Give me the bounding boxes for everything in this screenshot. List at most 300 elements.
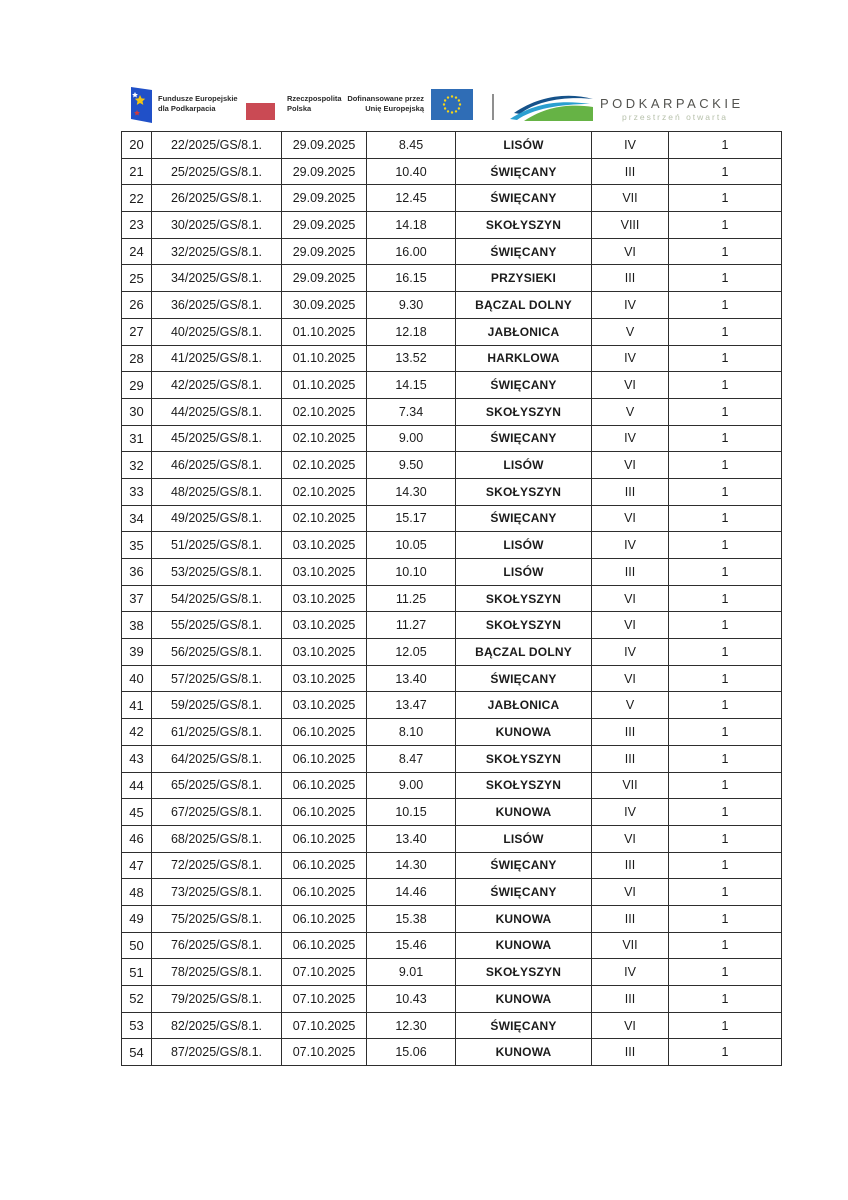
cell-ordinal: 26 xyxy=(122,292,152,319)
cell-case-number: 75/2025/GS/8.1. xyxy=(152,905,282,932)
cell-district: VI xyxy=(592,238,669,265)
cell-place: LISÓW xyxy=(456,825,592,852)
cell-place: KUNOWA xyxy=(456,986,592,1013)
cell-count: 1 xyxy=(669,852,782,879)
cell-date: 02.10.2025 xyxy=(282,505,367,532)
cell-place: ŚWIĘCANY xyxy=(456,505,592,532)
cell-district: VI xyxy=(592,372,669,399)
cell-date: 07.10.2025 xyxy=(282,986,367,1013)
cell-time: 8.45 xyxy=(367,132,456,159)
cell-ordinal: 39 xyxy=(122,639,152,666)
cell-case-number: 67/2025/GS/8.1. xyxy=(152,799,282,826)
podkarpackie-wordmark xyxy=(600,96,750,122)
cell-date: 02.10.2025 xyxy=(282,452,367,479)
cell-date: 29.09.2025 xyxy=(282,185,367,212)
cell-count: 1 xyxy=(669,292,782,319)
cell-ordinal: 30 xyxy=(122,398,152,425)
table-row xyxy=(122,158,782,185)
fe-line1: Fundusze Europejskie xyxy=(158,94,238,103)
cell-case-number: 32/2025/GS/8.1. xyxy=(152,238,282,265)
cell-time: 12.30 xyxy=(367,1012,456,1039)
cell-time: 9.00 xyxy=(367,772,456,799)
cell-place: ŚWIĘCANY xyxy=(456,425,592,452)
cell-time: 8.10 xyxy=(367,719,456,746)
cell-time: 9.30 xyxy=(367,292,456,319)
cell-date: 01.10.2025 xyxy=(282,372,367,399)
cell-place: ŚWIĘCANY xyxy=(456,852,592,879)
cell-date: 03.10.2025 xyxy=(282,692,367,719)
cell-date: 06.10.2025 xyxy=(282,799,367,826)
table-row xyxy=(122,185,782,212)
cell-time: 9.50 xyxy=(367,452,456,479)
cell-district: VI xyxy=(592,505,669,532)
cell-place: KUNOWA xyxy=(456,1039,592,1066)
cell-time: 15.38 xyxy=(367,905,456,932)
cell-date: 06.10.2025 xyxy=(282,905,367,932)
cell-count: 1 xyxy=(669,452,782,479)
cell-place: KUNOWA xyxy=(456,719,592,746)
cell-count: 1 xyxy=(669,532,782,559)
cell-ordinal: 44 xyxy=(122,772,152,799)
cell-place: SKOŁYSZYN xyxy=(456,478,592,505)
cell-case-number: 25/2025/GS/8.1. xyxy=(152,158,282,185)
cell-time: 10.15 xyxy=(367,799,456,826)
cell-case-number: 61/2025/GS/8.1. xyxy=(152,719,282,746)
cell-case-number: 59/2025/GS/8.1. xyxy=(152,692,282,719)
pl-line2: Polska xyxy=(287,104,312,114)
cell-ordinal: 45 xyxy=(122,799,152,826)
table-row xyxy=(122,1039,782,1066)
table-row xyxy=(122,772,782,799)
cell-time: 9.00 xyxy=(367,425,456,452)
cell-case-number: 73/2025/GS/8.1. xyxy=(152,879,282,906)
podkarpackie-subtitle: przestrzeń otwarta xyxy=(622,112,728,122)
cell-case-number: 46/2025/GS/8.1. xyxy=(152,452,282,479)
cell-case-number: 49/2025/GS/8.1. xyxy=(152,505,282,532)
cell-case-number: 78/2025/GS/8.1. xyxy=(152,959,282,986)
cell-time: 15.46 xyxy=(367,932,456,959)
cell-district: VI xyxy=(592,585,669,612)
cell-time: 12.45 xyxy=(367,185,456,212)
cell-case-number: 82/2025/GS/8.1. xyxy=(152,1012,282,1039)
cell-place: BĄCZAL DOLNY xyxy=(456,292,592,319)
cell-ordinal: 23 xyxy=(122,212,152,239)
table-row xyxy=(122,292,782,319)
cell-ordinal: 29 xyxy=(122,372,152,399)
cell-district: V xyxy=(592,318,669,345)
cell-count: 1 xyxy=(669,212,782,239)
fe-line2: dla Podkarpacia xyxy=(158,104,216,114)
cell-date: 07.10.2025 xyxy=(282,1039,367,1066)
cell-district: III xyxy=(592,905,669,932)
cell-date: 29.09.2025 xyxy=(282,158,367,185)
cell-place: HARKLOWA xyxy=(456,345,592,372)
cell-count: 1 xyxy=(669,986,782,1013)
schedule-table xyxy=(121,131,782,1066)
cell-count: 1 xyxy=(669,745,782,772)
table-row xyxy=(122,959,782,986)
cell-date: 29.09.2025 xyxy=(282,265,367,292)
cell-case-number: 68/2025/GS/8.1. xyxy=(152,825,282,852)
table-row xyxy=(122,639,782,666)
cell-count: 1 xyxy=(669,158,782,185)
cell-count: 1 xyxy=(669,559,782,586)
cell-ordinal: 49 xyxy=(122,905,152,932)
cell-time: 16.00 xyxy=(367,238,456,265)
cell-district: IV xyxy=(592,292,669,319)
cell-count: 1 xyxy=(669,879,782,906)
cell-time: 8.47 xyxy=(367,745,456,772)
cell-case-number: 76/2025/GS/8.1. xyxy=(152,932,282,959)
table-row xyxy=(122,612,782,639)
cell-count: 1 xyxy=(669,238,782,265)
cell-ordinal: 51 xyxy=(122,959,152,986)
table-row xyxy=(122,318,782,345)
cell-date: 06.10.2025 xyxy=(282,719,367,746)
cell-ordinal: 35 xyxy=(122,532,152,559)
cell-place: SKOŁYSZYN xyxy=(456,612,592,639)
cell-count: 1 xyxy=(669,345,782,372)
cell-count: 1 xyxy=(669,585,782,612)
cell-count: 1 xyxy=(669,1012,782,1039)
table-row xyxy=(122,505,782,532)
cell-case-number: 87/2025/GS/8.1. xyxy=(152,1039,282,1066)
cell-case-number: 51/2025/GS/8.1. xyxy=(152,532,282,559)
cell-date: 01.10.2025 xyxy=(282,345,367,372)
cell-count: 1 xyxy=(669,905,782,932)
cell-place: ŚWIĘCANY xyxy=(456,158,592,185)
cell-case-number: 64/2025/GS/8.1. xyxy=(152,745,282,772)
cell-district: IV xyxy=(592,532,669,559)
cell-district: V xyxy=(592,692,669,719)
cell-time: 10.10 xyxy=(367,559,456,586)
cell-district: VI xyxy=(592,452,669,479)
cell-time: 10.43 xyxy=(367,986,456,1013)
cell-ordinal: 42 xyxy=(122,719,152,746)
cell-district: VIII xyxy=(592,212,669,239)
cell-time: 10.05 xyxy=(367,532,456,559)
cell-district: III xyxy=(592,559,669,586)
eu-funding-label xyxy=(346,94,424,114)
fundusze-europejskie-label xyxy=(158,94,238,114)
cell-time: 15.17 xyxy=(367,505,456,532)
cell-district: III xyxy=(592,265,669,292)
cell-case-number: 40/2025/GS/8.1. xyxy=(152,318,282,345)
cell-count: 1 xyxy=(669,799,782,826)
cell-case-number: 54/2025/GS/8.1. xyxy=(152,585,282,612)
cell-place: ŚWIĘCANY xyxy=(456,372,592,399)
cell-count: 1 xyxy=(669,772,782,799)
cell-place: PRZYSIEKI xyxy=(456,265,592,292)
cell-ordinal: 20 xyxy=(122,132,152,159)
cell-district: VI xyxy=(592,665,669,692)
cell-district: VI xyxy=(592,612,669,639)
cell-place: LISÓW xyxy=(456,559,592,586)
cell-case-number: 45/2025/GS/8.1. xyxy=(152,425,282,452)
cell-date: 30.09.2025 xyxy=(282,292,367,319)
cell-place: ŚWIĘCANY xyxy=(456,185,592,212)
cell-ordinal: 24 xyxy=(122,238,152,265)
table-row xyxy=(122,398,782,425)
cell-district: VI xyxy=(592,1012,669,1039)
cell-date: 06.10.2025 xyxy=(282,852,367,879)
cell-case-number: 44/2025/GS/8.1. xyxy=(152,398,282,425)
cell-place: SKOŁYSZYN xyxy=(456,212,592,239)
cell-time: 12.18 xyxy=(367,318,456,345)
cell-count: 1 xyxy=(669,665,782,692)
cell-district: III xyxy=(592,986,669,1013)
cell-place: ŚWIĘCANY xyxy=(456,665,592,692)
cell-count: 1 xyxy=(669,425,782,452)
table-row xyxy=(122,879,782,906)
cell-date: 06.10.2025 xyxy=(282,772,367,799)
table-row xyxy=(122,585,782,612)
cell-count: 1 xyxy=(669,132,782,159)
cell-ordinal: 36 xyxy=(122,559,152,586)
cell-case-number: 53/2025/GS/8.1. xyxy=(152,559,282,586)
cell-date: 03.10.2025 xyxy=(282,665,367,692)
cell-district: III xyxy=(592,852,669,879)
cell-place: KUNOWA xyxy=(456,932,592,959)
cell-date: 07.10.2025 xyxy=(282,959,367,986)
cell-date: 06.10.2025 xyxy=(282,745,367,772)
table-row xyxy=(122,665,782,692)
cell-ordinal: 54 xyxy=(122,1039,152,1066)
cell-case-number: 41/2025/GS/8.1. xyxy=(152,345,282,372)
cell-place: KUNOWA xyxy=(456,799,592,826)
cell-case-number: 79/2025/GS/8.1. xyxy=(152,986,282,1013)
cell-place: SKOŁYSZYN xyxy=(456,745,592,772)
table-row xyxy=(122,986,782,1013)
cell-count: 1 xyxy=(669,505,782,532)
cell-date: 01.10.2025 xyxy=(282,318,367,345)
cell-date: 03.10.2025 xyxy=(282,585,367,612)
table-row xyxy=(122,932,782,959)
podkarpackie-title: PODKARPACKIE xyxy=(600,96,744,111)
cell-case-number: 34/2025/GS/8.1. xyxy=(152,265,282,292)
cell-time: 7.34 xyxy=(367,398,456,425)
cell-count: 1 xyxy=(669,478,782,505)
table-row xyxy=(122,799,782,826)
cell-ordinal: 53 xyxy=(122,1012,152,1039)
cell-count: 1 xyxy=(669,1039,782,1066)
cell-time: 11.27 xyxy=(367,612,456,639)
cell-ordinal: 27 xyxy=(122,318,152,345)
table-row xyxy=(122,825,782,852)
cell-date: 02.10.2025 xyxy=(282,425,367,452)
cell-district: VI xyxy=(592,879,669,906)
cell-district: III xyxy=(592,745,669,772)
cell-place: LISÓW xyxy=(456,132,592,159)
cell-count: 1 xyxy=(669,692,782,719)
cell-date: 06.10.2025 xyxy=(282,932,367,959)
cell-district: IV xyxy=(592,959,669,986)
pl-line1: Rzeczpospolita xyxy=(287,94,342,103)
cell-place: JABŁONICA xyxy=(456,318,592,345)
cell-district: V xyxy=(592,398,669,425)
cell-ordinal: 21 xyxy=(122,158,152,185)
cell-time: 14.15 xyxy=(367,372,456,399)
cell-date: 03.10.2025 xyxy=(282,639,367,666)
cell-district: VII xyxy=(592,932,669,959)
cell-count: 1 xyxy=(669,398,782,425)
eu-line1: Dofinansowane przez xyxy=(347,94,424,103)
cell-case-number: 65/2025/GS/8.1. xyxy=(152,772,282,799)
cell-count: 1 xyxy=(669,825,782,852)
cell-ordinal: 38 xyxy=(122,612,152,639)
cell-ordinal: 48 xyxy=(122,879,152,906)
cell-ordinal: 32 xyxy=(122,452,152,479)
cell-ordinal: 46 xyxy=(122,825,152,852)
cell-place: SKOŁYSZYN xyxy=(456,959,592,986)
table-row xyxy=(122,452,782,479)
cell-ordinal: 43 xyxy=(122,745,152,772)
cell-district: IV xyxy=(592,639,669,666)
cell-date: 03.10.2025 xyxy=(282,532,367,559)
cell-case-number: 22/2025/GS/8.1. xyxy=(152,132,282,159)
cell-date: 06.10.2025 xyxy=(282,825,367,852)
poland-flag-icon xyxy=(246,86,275,120)
cell-ordinal: 40 xyxy=(122,665,152,692)
table-row xyxy=(122,425,782,452)
cell-date: 06.10.2025 xyxy=(282,879,367,906)
table-row xyxy=(122,905,782,932)
table-row xyxy=(122,852,782,879)
cell-time: 13.52 xyxy=(367,345,456,372)
table-row xyxy=(122,692,782,719)
cell-count: 1 xyxy=(669,932,782,959)
cell-place: ŚWIĘCANY xyxy=(456,1012,592,1039)
cell-place: BĄCZAL DOLNY xyxy=(456,639,592,666)
cell-place: SKOŁYSZYN xyxy=(456,585,592,612)
cell-district: VI xyxy=(592,825,669,852)
cell-time: 14.18 xyxy=(367,212,456,239)
cell-case-number: 42/2025/GS/8.1. xyxy=(152,372,282,399)
cell-ordinal: 34 xyxy=(122,505,152,532)
fundusze-europejskie-flag-icon xyxy=(128,86,154,124)
cell-place: LISÓW xyxy=(456,452,592,479)
table-row xyxy=(122,1012,782,1039)
table-row xyxy=(122,212,782,239)
cell-district: VII xyxy=(592,772,669,799)
cell-date: 07.10.2025 xyxy=(282,1012,367,1039)
cell-ordinal: 22 xyxy=(122,185,152,212)
cell-ordinal: 31 xyxy=(122,425,152,452)
table-row xyxy=(122,478,782,505)
cell-date: 29.09.2025 xyxy=(282,132,367,159)
cell-ordinal: 41 xyxy=(122,692,152,719)
cell-district: III xyxy=(592,1039,669,1066)
table-row xyxy=(122,238,782,265)
cell-date: 02.10.2025 xyxy=(282,398,367,425)
cell-case-number: 36/2025/GS/8.1. xyxy=(152,292,282,319)
cell-count: 1 xyxy=(669,372,782,399)
eu-flag-icon xyxy=(431,89,473,120)
cell-count: 1 xyxy=(669,265,782,292)
cell-case-number: 57/2025/GS/8.1. xyxy=(152,665,282,692)
cell-ordinal: 37 xyxy=(122,585,152,612)
table-row xyxy=(122,132,782,159)
cell-place: ŚWIĘCANY xyxy=(456,238,592,265)
cell-district: III xyxy=(592,478,669,505)
cell-date: 03.10.2025 xyxy=(282,612,367,639)
cell-district: VII xyxy=(592,185,669,212)
cell-district: IV xyxy=(592,425,669,452)
cell-case-number: 72/2025/GS/8.1. xyxy=(152,852,282,879)
table-row xyxy=(122,532,782,559)
cell-case-number: 26/2025/GS/8.1. xyxy=(152,185,282,212)
cell-time: 13.47 xyxy=(367,692,456,719)
rzeczpospolita-polska-label xyxy=(287,94,342,114)
eu-line2: Unię Europejską xyxy=(365,104,424,114)
cell-time: 12.05 xyxy=(367,639,456,666)
cell-place: LISÓW xyxy=(456,532,592,559)
cell-count: 1 xyxy=(669,959,782,986)
podkarpackie-logo-icon xyxy=(510,92,594,122)
table-row xyxy=(122,372,782,399)
table-row xyxy=(122,559,782,586)
cell-date: 03.10.2025 xyxy=(282,559,367,586)
cell-case-number: 56/2025/GS/8.1. xyxy=(152,639,282,666)
cell-ordinal: 25 xyxy=(122,265,152,292)
cell-ordinal: 28 xyxy=(122,345,152,372)
cell-place: SKOŁYSZYN xyxy=(456,398,592,425)
cell-place: JABŁONICA xyxy=(456,692,592,719)
cell-date: 29.09.2025 xyxy=(282,238,367,265)
cell-time: 15.06 xyxy=(367,1039,456,1066)
cell-case-number: 48/2025/GS/8.1. xyxy=(152,478,282,505)
cell-time: 13.40 xyxy=(367,665,456,692)
cell-district: IV xyxy=(592,132,669,159)
table-row xyxy=(122,345,782,372)
cell-ordinal: 50 xyxy=(122,932,152,959)
cell-count: 1 xyxy=(669,318,782,345)
cell-time: 11.25 xyxy=(367,585,456,612)
cell-place: KUNOWA xyxy=(456,905,592,932)
cell-count: 1 xyxy=(669,612,782,639)
cell-place: ŚWIĘCANY xyxy=(456,879,592,906)
cell-district: III xyxy=(592,719,669,746)
cell-place: SKOŁYSZYN xyxy=(456,772,592,799)
table-row xyxy=(122,745,782,772)
cell-time: 9.01 xyxy=(367,959,456,986)
cell-time: 14.30 xyxy=(367,852,456,879)
cell-district: IV xyxy=(592,345,669,372)
cell-district: III xyxy=(592,158,669,185)
table-row xyxy=(122,719,782,746)
cell-case-number: 30/2025/GS/8.1. xyxy=(152,212,282,239)
cell-time: 10.40 xyxy=(367,158,456,185)
cell-date: 29.09.2025 xyxy=(282,212,367,239)
cell-time: 14.46 xyxy=(367,879,456,906)
cell-count: 1 xyxy=(669,185,782,212)
funding-logos-header xyxy=(0,0,848,130)
cell-time: 14.30 xyxy=(367,478,456,505)
cell-count: 1 xyxy=(669,639,782,666)
cell-district: IV xyxy=(592,799,669,826)
cell-ordinal: 47 xyxy=(122,852,152,879)
cell-time: 13.40 xyxy=(367,825,456,852)
cell-time: 16.15 xyxy=(367,265,456,292)
table-row xyxy=(122,265,782,292)
cell-date: 02.10.2025 xyxy=(282,478,367,505)
cell-ordinal: 33 xyxy=(122,478,152,505)
schedule-table-body xyxy=(122,132,782,1066)
logo-divider xyxy=(492,94,494,120)
cell-count: 1 xyxy=(669,719,782,746)
cell-ordinal: 52 xyxy=(122,986,152,1013)
cell-case-number: 55/2025/GS/8.1. xyxy=(152,612,282,639)
